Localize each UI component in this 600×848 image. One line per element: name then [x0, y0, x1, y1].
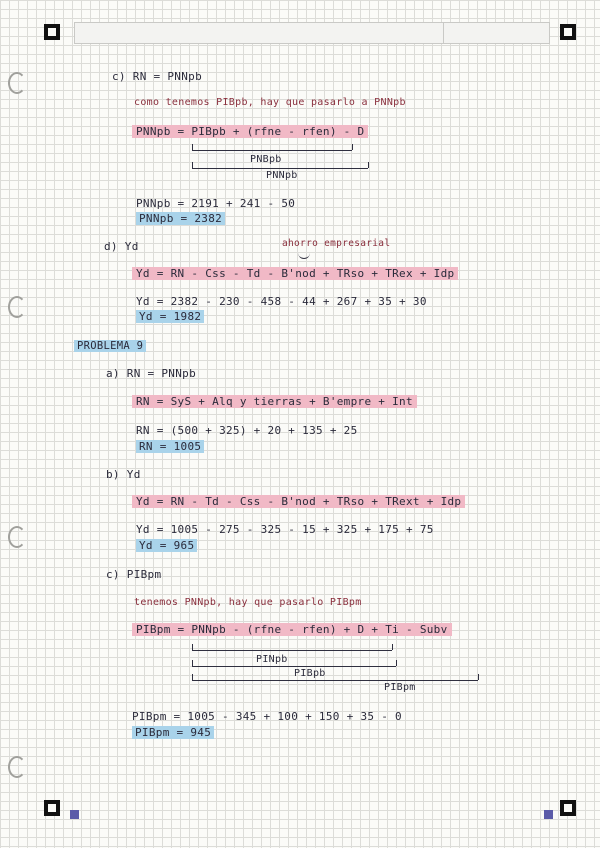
brace-line [192, 168, 368, 169]
result-highlight: RN = 1005 [136, 440, 204, 453]
brace-line [192, 150, 352, 151]
highlighted-formula: PNNpb = PIBpb + (rfne - rfen) - D [132, 125, 368, 138]
brace-tick [352, 144, 353, 150]
result-highlight: Yd = 965 [136, 539, 197, 552]
header-divider [443, 23, 444, 43]
calculation: PIBpm = 1005 - 345 + 100 + 150 + 35 - 0 [132, 710, 402, 723]
section-heading: a) RN = PNNpb [106, 367, 196, 380]
binder-hole [8, 756, 26, 778]
problem-title: PROBLEMA 9 [74, 340, 146, 352]
binder-hole [8, 72, 26, 94]
section-heading: d) Yd [104, 240, 139, 253]
brace-label: PNNpb [266, 170, 298, 181]
highlighted-formula: Yd = RN - Css - Td - B'nod + TRso + TRex + Idp [132, 267, 458, 280]
calculation: Yd = 2382 - 230 - 458 - 44 + 267 + 35 + 30 [136, 295, 427, 308]
result-highlight: PIBpm = 945 [132, 726, 214, 739]
corner-marker-bottom-right [560, 800, 576, 816]
calculation: Yd = 1005 - 275 - 325 - 15 + 325 + 175 + 75 [136, 523, 434, 536]
handwritten-note: como tenemos PIBpb, hay que pasarlo a PNNpb [134, 97, 406, 108]
brace-tick [478, 674, 479, 680]
corner-marker-top-left [44, 24, 60, 40]
calculation: PNNpb = 2191 + 241 - 50 [136, 197, 296, 210]
highlighted-formula: Yd = RN - Td - Css - B'nod + TRso + TRext + Idp [132, 495, 465, 508]
annotation-brace [298, 252, 310, 259]
highlighted-formula: RN = SyS + Alq y tierras + B'empre + Int [132, 395, 417, 408]
marker-square-right [544, 810, 553, 819]
handwritten-note: tenemos PNNpb, hay que pasarlo PIBpm [134, 597, 362, 608]
brace-line [192, 666, 396, 667]
brace-tick [368, 162, 369, 168]
result-highlight: PNNpb = 2382 [136, 212, 225, 225]
brace-tick [392, 644, 393, 650]
result-highlight: Yd = 1982 [136, 310, 204, 323]
header-strip [74, 22, 550, 44]
binder-hole [8, 296, 26, 318]
highlighted-formula: PIBpm = PNNpb - (rfne - rfen) + D + Ti - Subv [132, 623, 452, 636]
brace-label: PINpb [256, 654, 288, 665]
brace-label: PNBpb [250, 154, 282, 165]
handwritten-annotation: ahorro empresarial [282, 238, 391, 249]
brace-label: PIBpm [384, 682, 416, 693]
section-heading: c) PIBpm [106, 568, 162, 581]
corner-marker-top-right [560, 24, 576, 40]
brace-line [192, 680, 478, 681]
brace-label: PIBpb [294, 668, 326, 679]
section-heading: c) RN = PNNpb [112, 70, 202, 83]
corner-marker-bottom-left [44, 800, 60, 816]
binder-hole [8, 526, 26, 548]
calculation: RN = (500 + 325) + 20 + 135 + 25 [136, 424, 358, 437]
brace-line [192, 650, 392, 651]
brace-tick [396, 660, 397, 666]
marker-square-left [70, 810, 79, 819]
section-heading: b) Yd [106, 468, 141, 481]
